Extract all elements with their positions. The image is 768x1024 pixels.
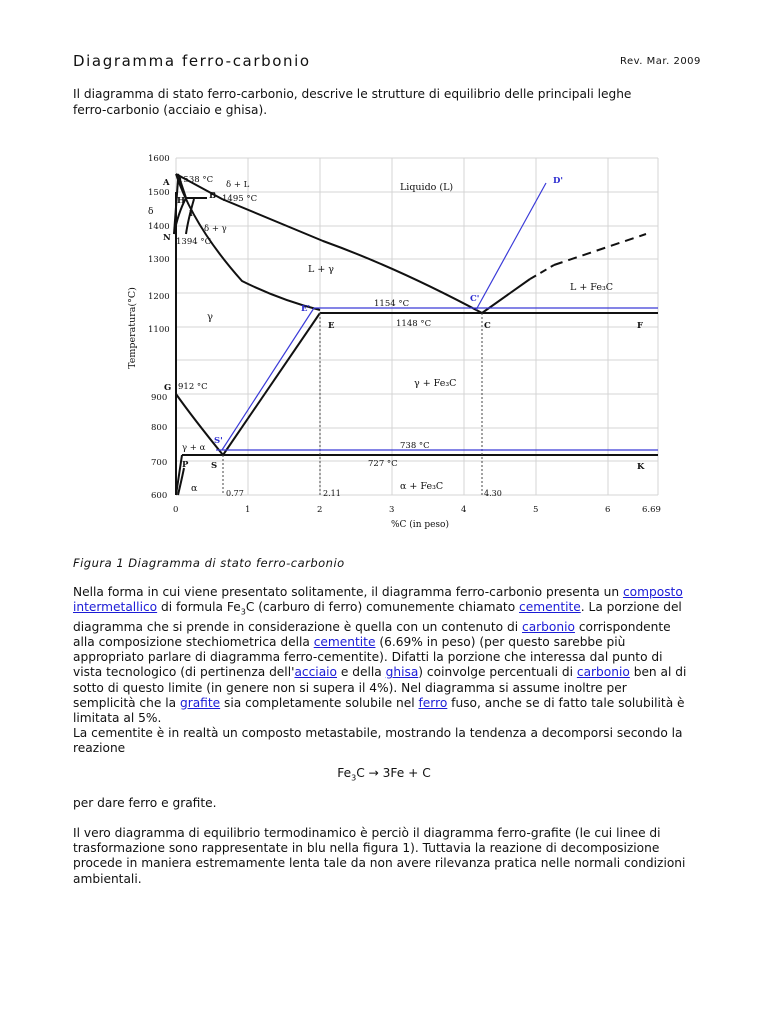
reaction-equation: $Fe_3C \to 3Fe + C$ <box>337 766 431 783</box>
temp-1394: 1394 °C <box>176 237 212 247</box>
point-s: S <box>211 461 218 471</box>
x-tick: 3 <box>389 505 395 515</box>
intro-paragraph <box>73 86 713 118</box>
conc-430: 4.30 <box>484 489 502 498</box>
x-tick: 0 <box>173 505 179 515</box>
point-e-prime: E' <box>301 304 311 314</box>
revision-label: Rev. Mar. 2009 <box>620 56 701 67</box>
intro-line-2: ferro-carbonio (acciaio e ghisa). <box>73 103 268 117</box>
link-intermetallico[interactable]: intermetallico <box>73 600 158 615</box>
label-delta-l: δ + L <box>226 180 250 190</box>
conc-077: 0.77 <box>226 489 244 498</box>
phase-diagram <box>118 138 690 542</box>
point-a: A <box>163 178 170 188</box>
temp-1154: 1154 °C <box>374 299 410 309</box>
point-n: N <box>163 233 171 243</box>
y-tick: 900 <box>151 393 168 403</box>
link-cementite[interactable]: cementite <box>519 600 581 615</box>
point-i: I <box>189 209 193 219</box>
y-tick: 800 <box>151 423 168 433</box>
y-tick: 1100 <box>148 325 170 335</box>
link-grafite[interactable]: grafite <box>179 695 221 710</box>
guide-lines <box>223 313 482 495</box>
temp-912: 912 °C <box>178 382 208 392</box>
point-e: E <box>328 321 335 331</box>
page-title: Diagramma ferro-carbonio <box>73 52 311 70</box>
link-ferro[interactable]: ferro <box>418 695 448 710</box>
phase-diagram-figure <box>118 138 690 546</box>
label-delta-gamma: δ + γ <box>204 224 227 234</box>
label-liquid: Liquido (L) <box>400 182 454 193</box>
y-tick: 700 <box>151 458 168 468</box>
point-k: K <box>637 462 645 472</box>
conc-211: 2.11 <box>323 489 341 498</box>
body-paragraph-2: per dare ferro e grafite. <box>73 796 217 810</box>
x-tick: 5 <box>533 505 539 515</box>
link-composto[interactable]: composto <box>622 585 683 599</box>
x-tick: 6 <box>605 505 611 515</box>
point-p: P <box>182 460 189 470</box>
label-l-fe3c: L + Fe₃C <box>570 282 614 293</box>
label-gamma-fe3c: γ + Fe₃C <box>414 378 457 389</box>
label-alpha: α <box>191 483 198 494</box>
point-b: B <box>209 191 217 201</box>
point-c: C <box>484 321 491 331</box>
label-l-gamma: L + γ <box>308 264 334 275</box>
body-paragraph-3: Il vero diagramma di equilibrio termodinamico è perciò il diagramma ferro-grafite (le cui linee di trasformazione sono rappresentate in blu nella figura 1). Tuttavia la reazione di decomposizione procede in maniera estremamente lenta tale da non avere rilevanza pratica nelle normali condizioni ambientali. <box>73 826 686 886</box>
link-ghisa[interactable]: ghisa <box>385 665 419 680</box>
y-axis-label: Temperatura(°C) <box>127 287 138 369</box>
temp-727: 727 °C <box>368 459 398 469</box>
y-tick: 1600 <box>148 154 170 164</box>
x-axis-ticks <box>173 505 661 515</box>
x-tick: 2 <box>317 505 323 515</box>
x-tick: 4 <box>461 505 467 515</box>
point-h: H <box>177 196 186 206</box>
x-tick: 1 <box>245 505 251 515</box>
point-g: G <box>164 383 172 393</box>
y-tick: 1500 <box>148 188 170 198</box>
temp-1495: 1495 °C <box>222 194 258 204</box>
temp-1148: 1148 °C <box>396 319 432 329</box>
point-c-prime: C' <box>470 294 480 304</box>
y-tick: 1400 <box>148 222 170 232</box>
y-tick: 1200 <box>148 292 170 302</box>
y-tick: 600 <box>151 491 168 501</box>
label-gamma-alpha: γ + α <box>182 443 206 453</box>
point-d-prime: D' <box>553 176 563 186</box>
link-cementite-2[interactable]: cementite <box>313 635 376 650</box>
body-paragraph-1: Nella forma in cui viene presentato solitamente, il diagramma ferro-carbonio presenta un composto intermetallico di formula $Fe_3C$ (carburo di ferro) comunemente chiamato cementite. La porzione del diagramma che si prende in considerazione è quella con un contenuto di carbonio corrispondente alla composizione stechiometrica della cementite (6.69% in peso) (per questo sarebbe più appropriato parlare di diagramma ferro-cementite). Difatti la porzione che interessa dal punto di vista tecnologico (di pertinenza dell'acciaio e della ghisa) coinvolge percentuali di carbonio ben al di sotto di questo limite (in genere non si supera il 4%). Nel diagramma si assume inoltre per semplicità che la grafite sia completamente solubile nel ferro fuso, anche se di fatto tale solubilità è limitata al 5%. La cementite è in realtà un composto metastabile, mostrando la tendenza a decomporsi secondo la reazione <box>73 585 687 756</box>
temp-1538: 1538 °C <box>178 175 214 185</box>
link-acciaio[interactable]: acciaio <box>294 665 338 680</box>
link-carbonio-2[interactable]: carbonio <box>576 665 630 680</box>
label-alpha-fe3c: α + Fe₃C <box>400 481 444 492</box>
temp-738: 738 °C <box>400 441 430 451</box>
link-carbonio[interactable]: carbonio <box>522 619 575 634</box>
x-tick: 6.69 <box>642 505 661 515</box>
point-f: F <box>637 321 644 331</box>
point-s-prime: S' <box>214 436 223 446</box>
intro-line-1: Il diagramma di stato ferro-carbonio, descrive le strutture di equilibrio delle principali leghe <box>73 87 632 101</box>
label-delta: δ <box>148 207 154 217</box>
y-tick: 1300 <box>148 255 170 265</box>
figure-caption: Figura 1 Diagramma di stato ferro-carbonio <box>73 556 345 570</box>
label-gamma: γ <box>207 312 213 323</box>
x-axis-label: %C (in peso) <box>391 520 449 530</box>
